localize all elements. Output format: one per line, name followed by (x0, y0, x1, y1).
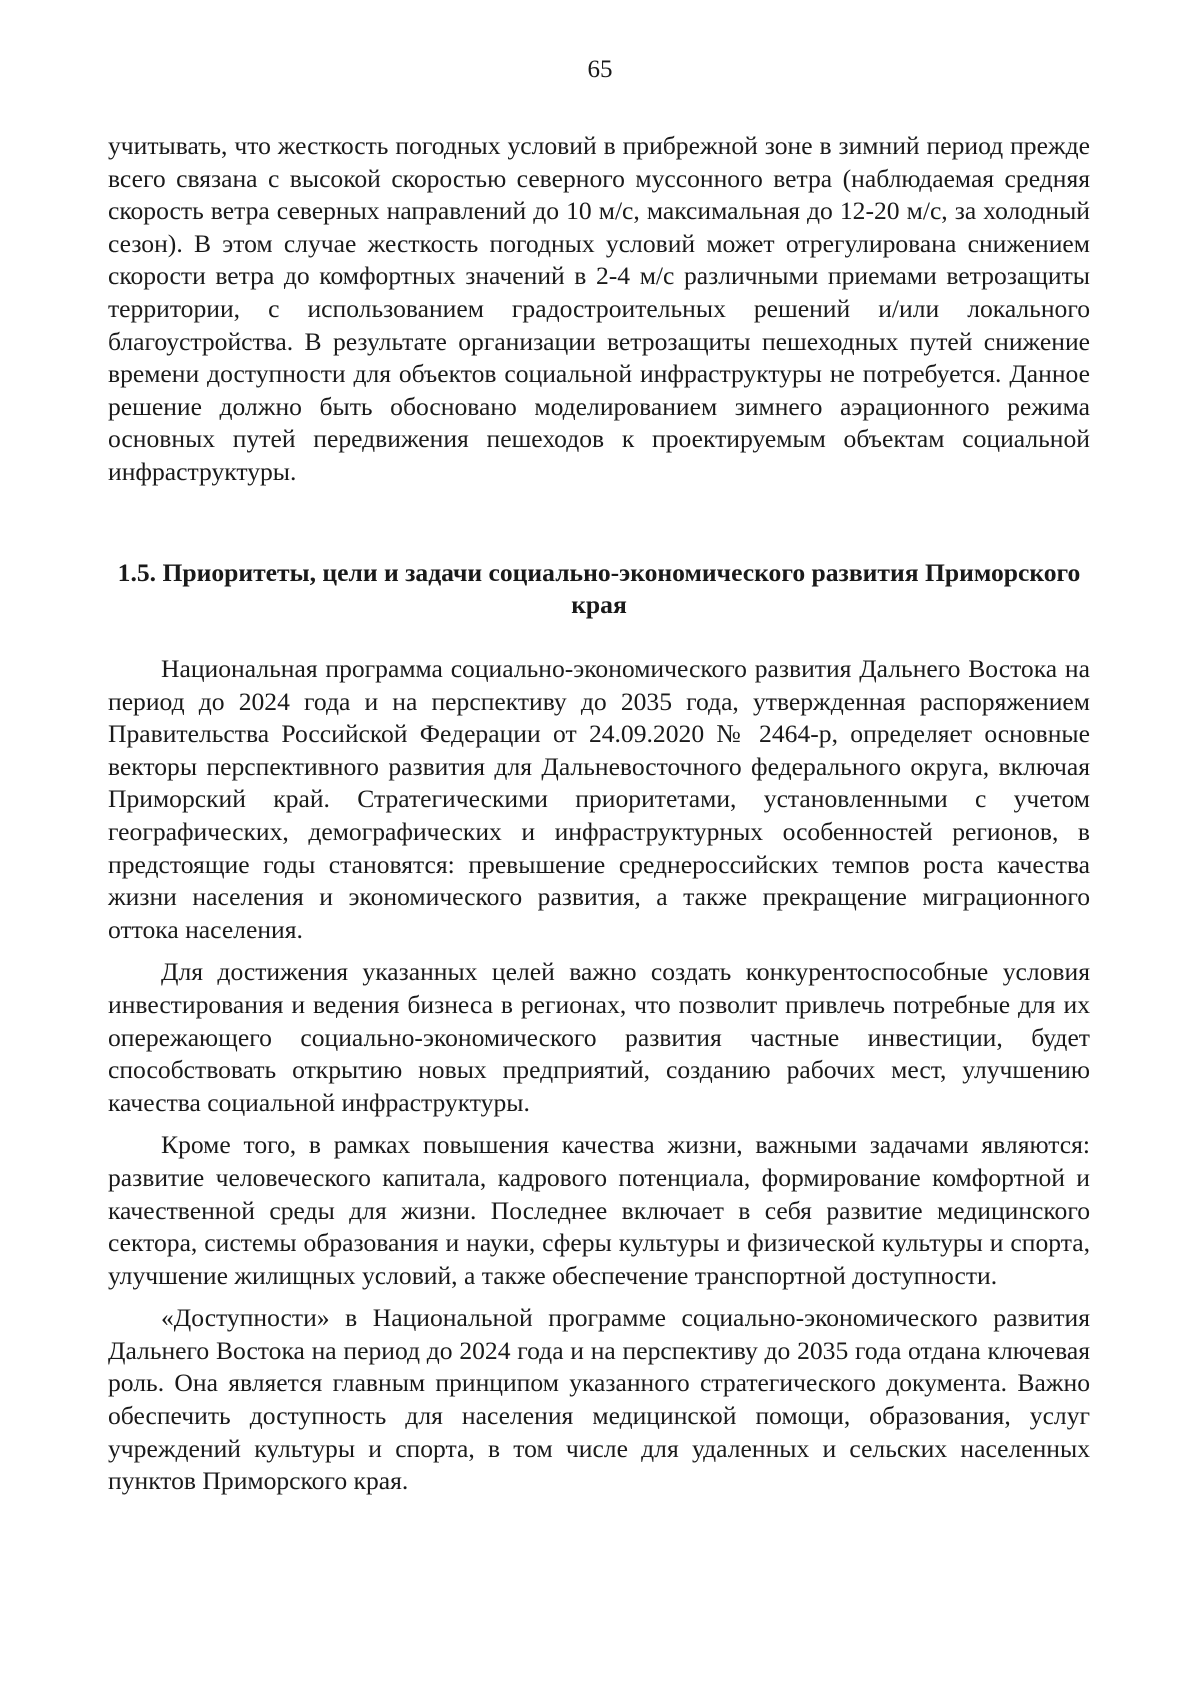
page-number: 65 (587, 56, 613, 83)
body-paragraph: Кроме того, в рамках повышения качества жизни, важными задачами являются: развитие человеческого капитала, кадрового потенциала, формирование комфортной и качественной среды для жизни. Последнее включает в себя развитие медицинского сектора, системы образования и науки, сферы культуры и физической культуры и спорта, улучшение жилищных условий, а также обеспечение транспортной доступности. (108, 1130, 1090, 1290)
body-paragraph: Национальная программа социально-экономического развития Дальнего Востока на период до 2024 года и на перспективу до 2035 года, утвержденная распоряжением Правительства Российской Федерации от 24.09.2020 № 2464-р, определяет основные векторы перспективного развития для Дальневосточного федерального округа, включая Приморский край. Стратегическими приоритетами, установленными с учетом географических, демографических и инфраструктурных особенностей регионов, в предстоящие годы становятся: превышение среднероссийских темпов роста качества жизни населения и экономического развития, а также прекращение миграционного оттока населения. (108, 654, 1090, 944)
section-body (108, 653, 1090, 1498)
body-paragraph: Для достижения указанных целей важно создать конкурентоспособные условия инвестирования и ведения бизнеса в регионах, что позволит привлечь потребные для их опережающего социально-экономического развития частные инвестиции, будет способствовать открытию новых предприятий, созданию рабочих мест, улучшению качества социальной инфраструктуры. (108, 957, 1090, 1117)
body-paragraph: «Доступности» в Национальной программе социально-экономического развития Дальнего Востока на период до 2024 года и на перспективу до 2035 года отдана ключевая роль. Она является главным принципом указанного стратегического документа. Важно обеспечить доступность для населения медицинской помощи, образования, услуг учреждений культуры и спорта, в том числе для удаленных и сельских населенных пунктов Приморского края. (108, 1303, 1090, 1496)
section-heading: 1.5. Приоритеты, цели и задачи социально-экономического развития Приморского края (117, 558, 1081, 620)
continuation-block (108, 130, 1090, 489)
continuation-paragraph: учитывать, что жесткость погодных условий в прибрежной зоне в зимний период прежде всего связана с высокой скоростью северного муссонного ветра (наблюдаемая средняя скорость ветра северных направлений до 10 м/с, максимальная до 12-20 м/с, за холодный сезон). В этом случае жесткость погодных условий может отрегулирована снижением скорости ветра до комфортных значений в 2-4 м/с различными приемами ветрозащиты территории, с использованием градостроительных решений и/или локального благоустройства. В результате организации ветрозащиты пешеходных путей снижение времени доступности для объектов социальной инфраструктуры не потребуется. Данное решение должно быть обосновано моделированием зимнего аэрационного режима основных путей передвижения пешеходов к проектируемым объектам социальной инфраструктуры. (108, 131, 1090, 486)
